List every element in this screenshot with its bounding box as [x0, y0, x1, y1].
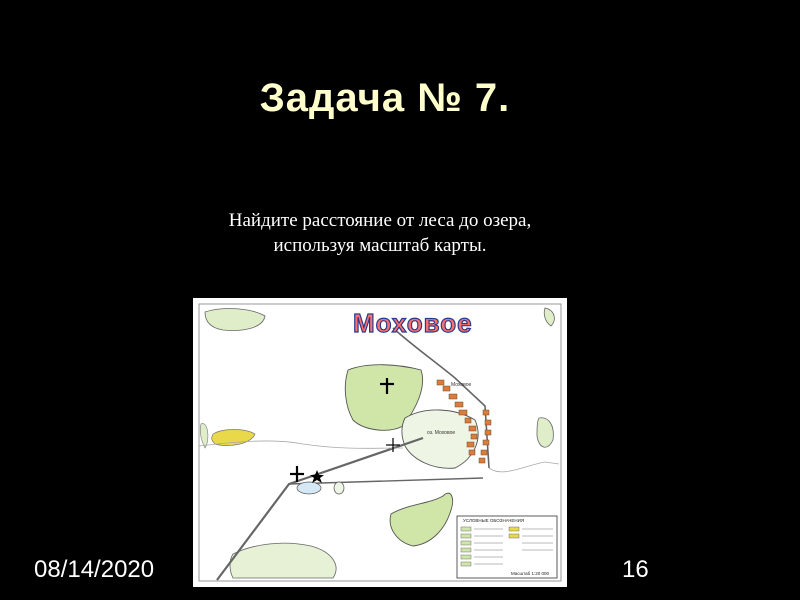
small-pond [334, 482, 344, 494]
lake-label: оз. Моховое [427, 430, 456, 436]
small-lake [297, 482, 321, 494]
footer-date: 08/14/2020 [34, 556, 155, 583]
map-legend [457, 516, 557, 578]
map-title: Моховое [353, 308, 473, 338]
task-line-1: Найдите расстояние от леса до озера, [228, 210, 532, 231]
page-number: 16 [622, 556, 649, 583]
village-label: Моховое [451, 382, 472, 388]
scale-label: Масштаб 1:20 000 [511, 571, 550, 576]
map-drawing [193, 298, 567, 587]
task-line-2: используя масштаб карты. [273, 235, 487, 256]
map-image [193, 298, 567, 587]
slide-title: Задача № 7. [259, 76, 511, 120]
legend-title: УСЛОВНЫЕ ОБОЗНАЧЕНИЯ [463, 518, 525, 523]
task-text [0, 208, 760, 258]
